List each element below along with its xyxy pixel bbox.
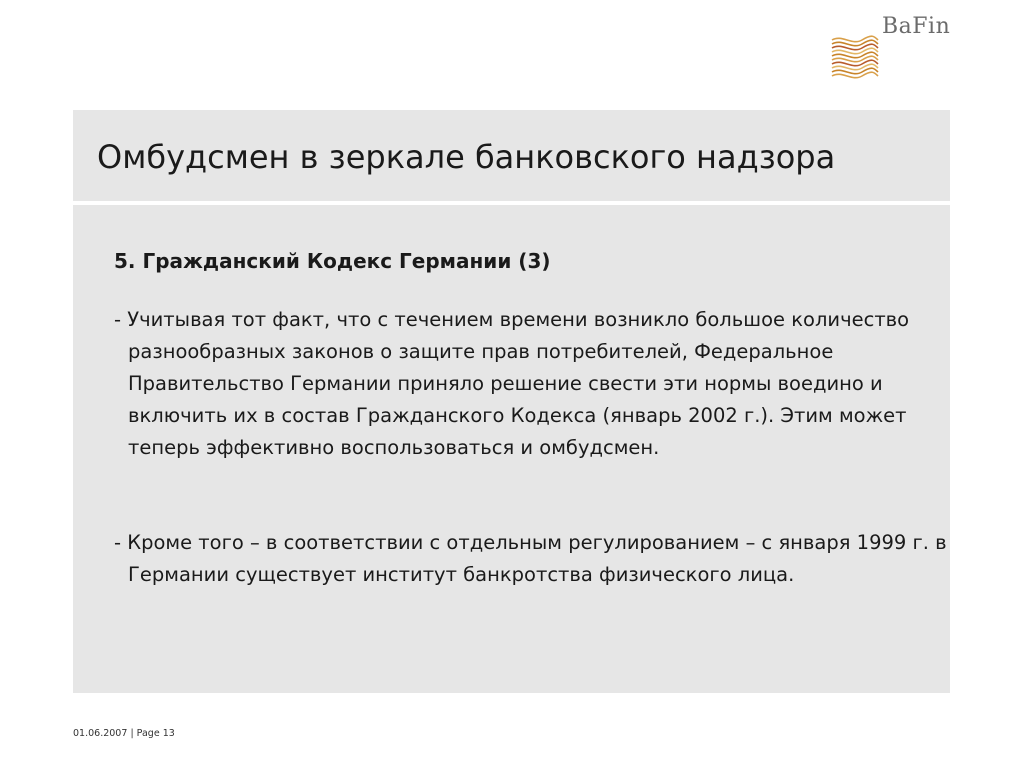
paragraph-consumer-laws: - Учитывая тот факт, что с течением времени возникло большое количество разнообразных законов о защите прав потребителей, Федеральное Правительство Германии приняло решение свести эти нормы воедино и включить их в состав Гражданского Кодекса (январь 2002 г.). Этим может теперь эффективно воспользоваться и омбудсмен. — [114, 308, 910, 459]
logo-text: BaFin — [882, 14, 951, 39]
section-heading: 5. Гражданский Кодекс Германии (3) — [114, 249, 551, 273]
bafin-logo — [830, 14, 960, 84]
footer — [73, 728, 175, 739]
content-band — [73, 205, 950, 693]
footer-separator: | — [130, 728, 134, 739]
wave-lines-icon — [830, 34, 880, 82]
title-band — [73, 110, 950, 201]
slide-title: Омбудсмен в зеркале банковского надзора — [97, 138, 836, 176]
footer-page-number: Page 13 — [136, 728, 175, 739]
footer-date: 01.06.2007 — [73, 728, 128, 739]
paragraph-bankruptcy: - Кроме того – в соответствии с отдельным регулированием – с января 1999 г. в Германии существует институт банкротства физического лица. — [114, 531, 947, 586]
